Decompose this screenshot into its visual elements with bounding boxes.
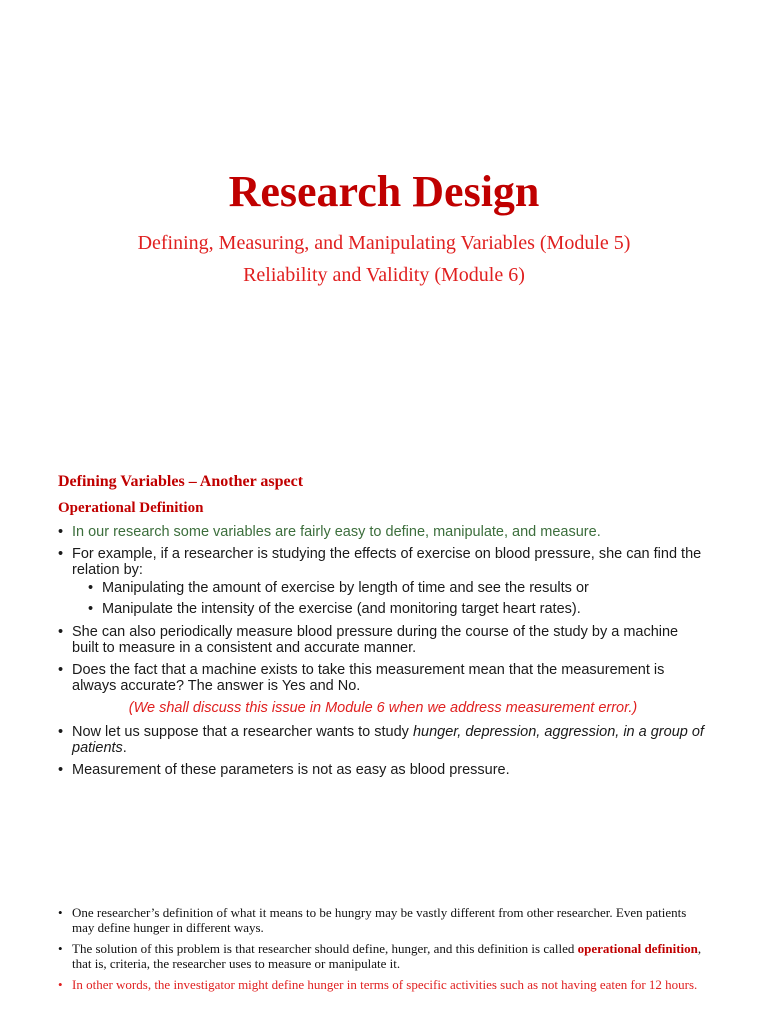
bullet-list <box>58 905 708 992</box>
list-item: • One researcher’s definition of what it means to be hungry may be vastly different from other researcher. Even patients may define hunger in different ways. <box>58 905 708 935</box>
list-item-text: , that is, criteria, the researcher uses to measure or manipulate it. <box>72 941 702 971</box>
list-item: • In other words, the investigator might define hunger in terms of specific activities such as not having eaten for 12 hours. <box>58 977 708 992</box>
list-item: • Measurement of these parameters is not as easy as blood pressure. <box>58 762 708 778</box>
list-item: • Does the fact that a machine exists to take this measurement mean that the measurement is always accurate? The answer is Yes and No. <box>58 662 708 694</box>
list-item-punctuation: . <box>122 740 127 756</box>
section-subheading: Operational Definition <box>58 500 204 516</box>
list-item-text: Now let us suppose that a researcher wants to study <box>72 724 413 740</box>
list-item <box>58 724 708 756</box>
sub-list-item: • Manipulate the intensity of the exercise (and monitoring target heart rates). <box>88 601 708 618</box>
slide-subtitle-module-6: Reliability and Validity (Module 6) <box>243 264 525 286</box>
measurement-error-note: (We shall discuss this issue in Module 6 when we address measurement error.) <box>128 700 638 716</box>
emphasis-text: hunger, depression, aggression, in a group of patients <box>72 724 704 756</box>
sub-list-item: • Manipulating the amount of exercise by length of time and see the results or <box>88 580 708 597</box>
bullet-list <box>58 524 708 694</box>
sub-bullet-list <box>72 580 708 618</box>
list-item <box>58 546 708 618</box>
list-item-text: For example, if a researcher is studying the effects of exercise on blood pressure, she can find the relation by: <box>72 546 702 578</box>
slide-operational-definition <box>58 905 708 998</box>
bullet-list-continued <box>58 724 708 778</box>
operational-definition-term: operational definition <box>577 941 698 956</box>
list-item <box>58 941 708 971</box>
list-item: • She can also periodically measure blood pressure during the course of the study by a machine built to measure in a consistent and accurate manner. <box>58 624 708 656</box>
section-heading: Defining Variables – Another aspect <box>58 473 304 490</box>
title-slide <box>0 0 768 440</box>
slide-title: Research Design <box>228 167 540 216</box>
slide-defining-variables <box>58 470 708 784</box>
slide-subtitle-module-5: Defining, Measuring, and Manipulating Variables (Module 5) <box>137 232 631 254</box>
list-item-text: The solution of this problem is that researcher should define, hunger, and this definition is called <box>72 941 578 956</box>
list-item: • In our research some variables are fairly easy to define, manipulate, and measure. <box>58 524 708 540</box>
